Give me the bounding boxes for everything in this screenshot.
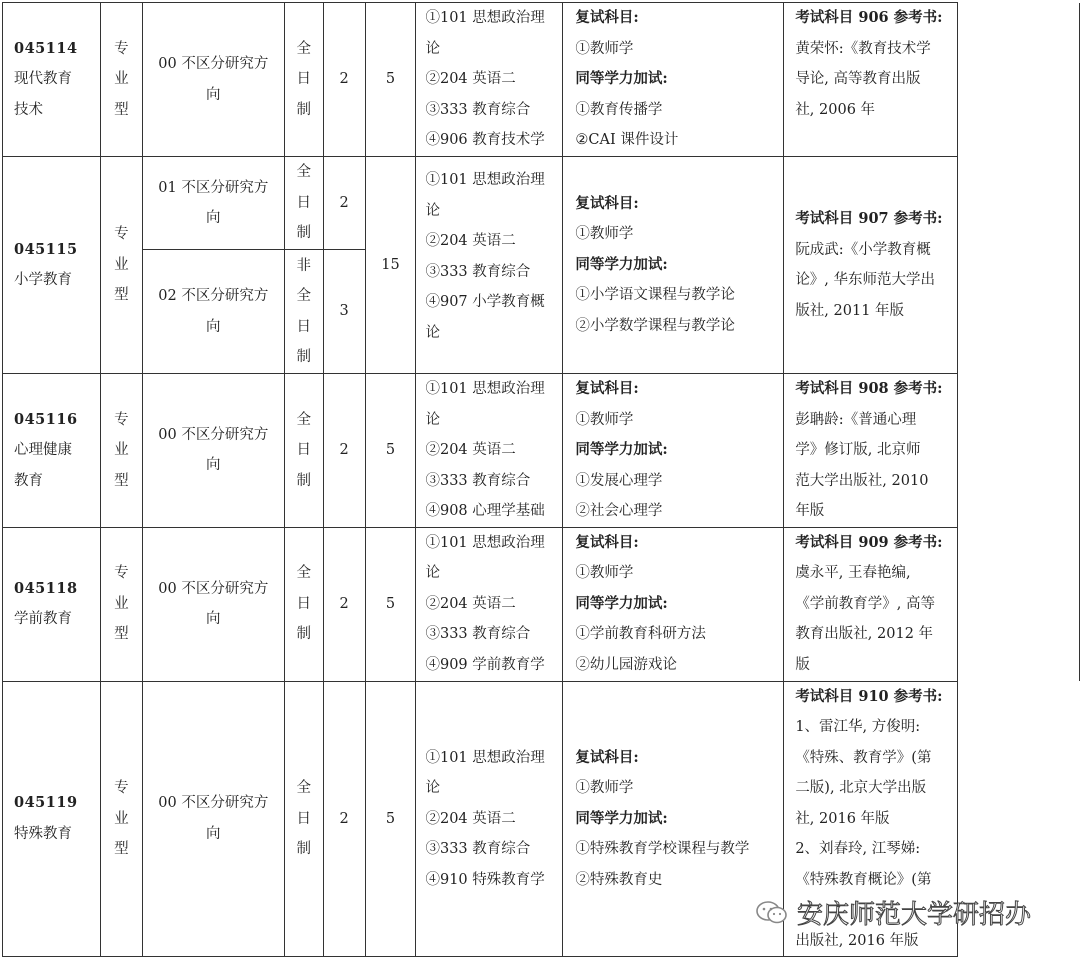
direction-cell: 00 不区分研究方 向 (142, 3, 284, 157)
reference-books-cell: 考试科目 910 参考书: 1、雷江华, 方俊明: 《特殊、教育学》(第 二版), 北京大学出版 社, 2016 年版 2、刘春玲, 江琴娣: 《特殊教育概论》(第 出版社, 2016 年版 (784, 681, 958, 957)
total-count: 5 (365, 681, 416, 957)
exam-subjects-cell: ①101 思想政治理 论 ②204 英语二 ③333 教育综合 ④908 心理学基础 (416, 374, 563, 528)
retest-cell: 复试科目: ①教师学 同等学力加试: ①教育传播学 ②CAI 课件设计 (563, 3, 784, 157)
program-cell (3, 374, 101, 528)
table-row (3, 527, 1080, 681)
wechat-icon (755, 900, 789, 926)
reference-books-cell: 考试科目 907 参考书: 阮成武:《小学教育概 论》, 华东师范大学出 版社, 2011 年版 (784, 157, 958, 374)
degree-type-cell: 专 业 型 (100, 374, 142, 528)
total-count: 5 (365, 527, 416, 681)
program-cell (3, 527, 101, 681)
program-cell (3, 3, 101, 157)
program-name: 特殊教育 (14, 825, 72, 842)
direction-cell: 00 不区分研究方 向 (142, 527, 284, 681)
program-name: 现代教育 (14, 71, 72, 88)
direction-cell: 00 不区分研究方 向 (142, 681, 284, 957)
direction-cell: 02 不区分研究方 向 (142, 250, 284, 374)
direction-cell: 01 不区分研究方 向 (142, 157, 284, 250)
program-name: 教育 (14, 472, 43, 489)
enrollment-count: 2 (323, 157, 365, 250)
program-code: 045115 (14, 240, 78, 258)
retest-cell: 复试科目: ①教师学 同等学力加试: ①特殊教育学校课程与教学 ②特殊教育史 (563, 681, 784, 957)
reference-books-cell: 考试科目 909 参考书: 虞永平, 王春艳编, 《学前教育学》, 高等 教育出版社, 2012 年 版 (784, 527, 958, 681)
enrollment-count: 2 (323, 681, 365, 957)
program-name: 技术 (14, 101, 43, 118)
enrollment-count: 3 (323, 250, 365, 374)
program-cell (3, 157, 101, 374)
reference-books-cell: 考试科目 906 参考书: 黄荣怀:《教育技术学 导论, 高等教育出版 社, 2006 年 (784, 3, 958, 157)
study-mode-cell: 全 日 制 (284, 527, 323, 681)
total-count: 15 (365, 157, 416, 374)
exam-subjects-cell: ①101 思想政治理 论 ②204 英语二 ③333 教育综合 ④909 学前教育学 (416, 527, 563, 681)
degree-type-cell: 专 业 型 (100, 3, 142, 157)
blank-cell (958, 3, 1080, 682)
admissions-table (2, 2, 1080, 957)
program-name: 心理健康 (14, 442, 72, 458)
program-name: 学前教育 (14, 611, 72, 627)
enrollment-count: 2 (323, 527, 365, 681)
direction-cell: 00 不区分研究方 向 (142, 374, 284, 528)
retest-cell: 复试科目: ①教师学 同等学力加试: ①学前教育科研方法 ②幼儿园游戏论 (563, 527, 784, 681)
retest-cell: 复试科目: ①教师学 同等学力加试: ①小学语文课程与教学论 ②小学数学课程与教学论 (563, 157, 784, 374)
total-count: 5 (365, 3, 416, 157)
study-mode-cell: 全 日 制 (284, 681, 323, 957)
program-code: 045114 (14, 39, 78, 57)
program-code: 045118 (14, 579, 78, 597)
program-cell (3, 681, 101, 957)
program-name: 小学教育 (14, 272, 72, 288)
enrollment-count: 2 (323, 374, 365, 528)
total-count: 5 (365, 374, 416, 528)
retest-cell: 复试科目: ①教师学 同等学力加试: ①发展心理学 ②社会心理学 (563, 374, 784, 528)
study-mode-cell: 全 日 制 (284, 374, 323, 528)
exam-subjects-cell: ①101 思想政治理 论 ②204 英语二 ③333 教育综合 ④907 小学教育概 论 (416, 157, 563, 374)
table-row (3, 374, 1080, 528)
exam-subjects-cell: ①101 思想政治理 论 ②204 英语二 ③333 教育综合 ④906 教育技术学 (416, 3, 563, 157)
enrollment-count: 2 (323, 3, 365, 157)
table-row (3, 3, 1080, 157)
study-mode-cell: 非 全 日 制 (284, 250, 323, 374)
program-code: 045119 (14, 794, 78, 812)
study-mode-cell: 全 日 制 (284, 157, 323, 250)
table-row (3, 157, 1080, 250)
degree-type-cell: 专 业 型 (100, 681, 142, 957)
watermark (755, 894, 1031, 931)
degree-type-cell: 专 业 型 (100, 527, 142, 681)
watermark-text: 安庆师范大学研招办 (797, 900, 1032, 930)
reference-books-cell: 考试科目 908 参考书: 彭聃龄:《普通心理 学》修订版, 北京师 范大学出版社, 2010 年版 (784, 374, 958, 528)
program-code: 045116 (14, 410, 78, 428)
degree-type-cell: 专 业 型 (100, 157, 142, 374)
exam-subjects-cell: ①101 思想政治理 论 ②204 英语二 ③333 教育综合 ④910 特殊教育学 (416, 681, 563, 957)
study-mode-cell: 全 日 制 (284, 3, 323, 157)
